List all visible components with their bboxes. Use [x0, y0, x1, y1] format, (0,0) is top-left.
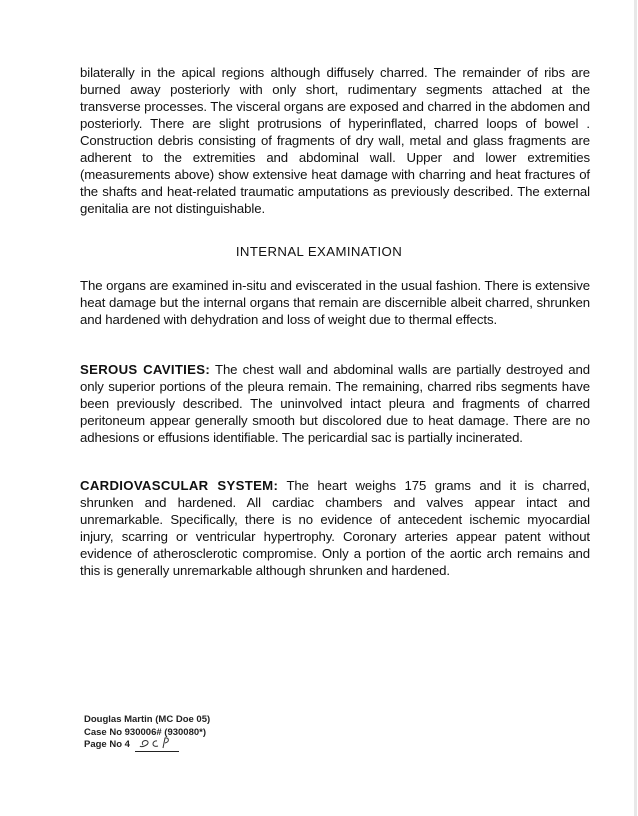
serous-cavities-text: The chest wall and abdominal walls are partially destroyed and only superior portions of the pleura remain. The remaining, charred ribs segments have been previously described. The uninvolved intact pleura and fragments of charred peritoneum appear generally smooth but discolored due to heat damage. There are no adhesions or effusions identifiable. The pericardial sac is partially incinerated.	[80, 362, 590, 445]
intro-paragraph: bilaterally in the apical regions although diffusely charred. The remainder of ribs are burned away posteriorly with only short, rudimentary segments attached at the transverse processes. The visceral organs are exposed and charred in the abdomen and posteriorly. There are slight protrusions of hyperinflated, charred loops of bowel . Construction debris consisting of fragments of dry wall, metal and glass fragments are adherent to the extremities and abdominal wall. Upper and lower extremities (measurements above) show extensive heat damage with charring and heat fractures of the shafts and heat-related traumatic amputations as previously described. The external genitalia are not distinguishable.	[80, 65, 590, 216]
internal-examination-heading: INTERNAL EXAMINATION	[235, 244, 403, 259]
footer-page-number: Page No 4	[84, 739, 130, 750]
footer-page-line	[84, 739, 210, 752]
scan-edge	[634, 0, 637, 816]
page-footer	[84, 714, 210, 752]
footer-subject-line: Douglas Martin (MC Doe 05)	[84, 714, 211, 725]
initials-scribble-icon	[137, 735, 177, 751]
cardiovascular-title: CARDIOVASCULAR SYSTEM:	[80, 478, 279, 493]
internal-examination-paragraph: The organs are examined in-situ and eviscerated in the usual fashion. There is extensive heat damage but the internal organs that remain are discernible albeit charred, shrunken and hardened with dehydration and loss of weight due to thermal effects.	[80, 278, 590, 327]
handwritten-initials	[135, 740, 179, 752]
serous-cavities-paragraph	[80, 361, 590, 446]
cardiovascular-paragraph	[80, 477, 590, 579]
serous-cavities-title: SEROUS CAVITIES:	[80, 362, 211, 377]
footer-case-line: Case No 930006# (930080*)	[84, 726, 207, 738]
cardiovascular-text: The heart weighs 175 grams and it is charred, shrunken and hardened. All cardiac chambers and valves appear intact and unremarkable. Specifically, there is no evidence of antecedent ischemic myocardial injury, scarring or ventricular hypertrophy. Coronary arteries appear patent without evidence of atherosclerotic compromise. Only a portion of the aortic arch remains and this is generally unremarkable although shrunken and hardened.	[80, 478, 590, 578]
